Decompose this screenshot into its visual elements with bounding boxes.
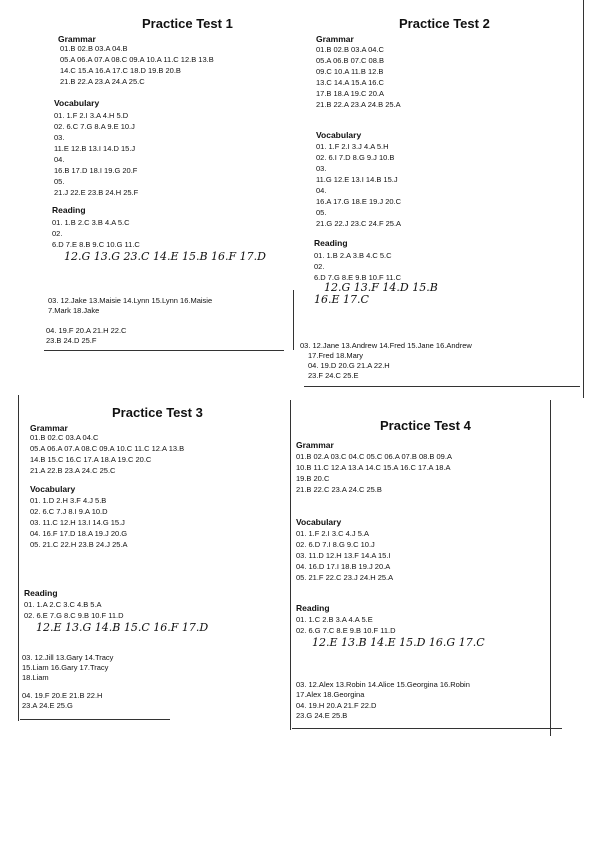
test-3-reading-handwriting: 12.E 13.G 14.B 15.C 16.F 17.D [36, 621, 209, 634]
test-1-reading-line: 02. [52, 229, 63, 238]
test-4-reading-line: 01. 1.C 2.B 3.A 4.A 5.E [296, 615, 373, 624]
test-2-vocab-line: 05. [316, 208, 327, 217]
test-1-part3-line: 03. 12.Jake 13.Maisie 14.Lynn 15.Lynn 16.Maisie [48, 296, 213, 305]
test-4-left-edge [290, 400, 291, 730]
test-2-grammar-heading: Grammar [316, 34, 354, 44]
test-4-grammar-line: 01.B 02.A 03.C 04.C 05.C 06.A 07.B 08.B 09.A [296, 452, 452, 461]
test-2-vocab-line: 11.G 12.E 13.I 14.B 15.J [316, 175, 398, 184]
test-2-vocab-line: 04. [316, 186, 327, 195]
test-2-grammar-line: 13.C 14.A 15.A 16.C [316, 78, 384, 87]
test-2-vocab-line: 01. 1.F 2.I 3.J 4.A 5.H [316, 142, 389, 151]
test-2-vocab-line: 02. 6.I 7.D 8.G 9.J 10.B [316, 153, 395, 162]
test-4-bottom-rule [292, 728, 562, 729]
test-1-reading-heading: Reading [52, 205, 86, 215]
test-4-vocab-heading: Vocabulary [296, 517, 342, 527]
test-2-vocab-heading: Vocabulary [316, 130, 362, 140]
test-3-part3-line: 03. 12.Jill 13.Gary 14.Tracy [22, 653, 114, 662]
test-4-vocab-line: 02. 6.D 7.I 8.G 9.C 10.J [296, 540, 375, 549]
test-1-reading-line: 01. 1.B 2.C 3.B 4.A 5.C [52, 218, 130, 227]
test-1-reading-handwriting: 12.G 13.G 23.C 14.E 15.B 16.F 17.D [64, 250, 266, 263]
test-1-part4-line: 23.B 24.D 25.F [46, 336, 97, 345]
test-1-grammar-line: 21.B 22.A 23.A 24.A 25.C [60, 77, 145, 86]
test-2-bottom-rule [304, 386, 580, 387]
test-3-part3-line: 15.Liam 16.Gary 17.Tracy [22, 663, 109, 672]
test-2-part4-line: 04. 19.D 20.G 21.A 22.H [308, 361, 390, 370]
test-2-reading-heading: Reading [314, 238, 348, 248]
test-3-title: Practice Test 3 [112, 405, 203, 420]
practice-test-2 [300, 0, 600, 400]
test-4-grammar-line: 21.B 22.C 23.A 24.C 25.B [296, 485, 382, 494]
test-1-vocab-line: 03. [54, 133, 65, 142]
test-4-part3-line: 03. 12.Alex 13.Robin 14.Alice 15.Georgina 16.Robin [296, 680, 470, 689]
test-1-grammar-line: 05.A 06.A 07.A 08.C 09.A 10.A 11.C 12.B 13.B [60, 55, 214, 64]
test-3-part4-line: 04. 19.F 20.E 21.B 22.H [22, 691, 103, 700]
test-2-reading-handwriting: 16.E 17.C [314, 293, 369, 306]
test-4-reading-heading: Reading [296, 603, 330, 613]
test-2-reading-line: 6.D 7.G 8.E 9.B 10.F 11.C [314, 273, 401, 282]
test-3-vocab-line: 05. 21.C 22.H 23.B 24.J 25.A [30, 540, 128, 549]
test-3-grammar-line: 01.B 02.C 03.A 04.C [30, 433, 99, 442]
test-1-vocab-line: 21.J 22.E 23.B 24.H 25.F [54, 188, 139, 197]
test-2-grammar-line: 05.A 06.B 07.C 08.B [316, 56, 384, 65]
test-3-reading-line: 02. 6.E 7.G 8.C 9.B 10.F 11.D [24, 611, 124, 620]
test-1-vocab-line: 01. 1.F 2.I 3.A 4.H 5.D [54, 111, 129, 120]
test-3-left-edge [18, 395, 19, 721]
test-4-right-edge [550, 400, 551, 736]
test-3-vocab-heading: Vocabulary [30, 484, 76, 494]
test-3-grammar-heading: Grammar [30, 423, 68, 433]
test-4-title: Practice Test 4 [380, 418, 471, 433]
test-3-grammar-line: 05.A 06.A 07.A 08.C 09.A 10.C 11.C 12.A 13.B [30, 444, 185, 453]
test-2-right-edge [583, 0, 584, 398]
test-2-reading-handwriting: 12.G 13.F 14.D 15.B [324, 281, 438, 294]
test-2-grammar-line: 01.B 02.B 03.A 04.C [316, 45, 384, 54]
test-1-right-edge [293, 290, 294, 350]
test-3-reading-line: 01. 1.A 2.C 3.C 4.B 5.A [24, 600, 102, 609]
test-2-vocab-line: 21.G 22.J 23.C 24.F 25.A [316, 219, 402, 228]
test-1-vocab-heading: Vocabulary [54, 98, 100, 108]
practice-test-3 [0, 395, 300, 745]
test-3-bottom-rule [20, 719, 170, 720]
test-1-grammar-line: 01.B 02.B 03.A 04.B [60, 44, 128, 53]
test-1-reading-line: 6.D 7.E 8.B 9.C 10.G 11.C [52, 240, 140, 249]
test-2-vocab-line: 03. [316, 164, 327, 173]
test-1-vocab-line: 05. [54, 177, 65, 186]
test-4-vocab-line: 04. 16.D 17.I 18.B 19.J 20.A [296, 562, 391, 571]
test-3-grammar-line: 21.A 22.B 23.A 24.C 25.C [30, 466, 116, 475]
test-2-reading-line: 02. [314, 262, 325, 271]
test-1-part3-line: 7.Mark 18.Jake [48, 306, 100, 315]
practice-test-1 [0, 0, 300, 360]
test-4-grammar-line: 19.B 20.C [296, 474, 330, 483]
test-2-reading-line: 01. 1.B 2.A 3.B 4.C 5.C [314, 251, 392, 260]
test-4-grammar-heading: Grammar [296, 440, 334, 450]
test-1-part4-line: 04. 19.F 20.A 21.H 22.C [46, 326, 127, 335]
test-3-vocab-line: 01. 1.D 2.H 3.F 4.J 5.B [30, 496, 107, 505]
test-4-vocab-line: 01. 1.F 2.I 3.C 4.J 5.A [296, 529, 369, 538]
test-1-vocab-line: 02. 6.C 7.G 8.A 9.E 10.J [54, 122, 135, 131]
test-1-grammar-line: 14.C 15.A 16.A 17.C 18.D 19.B 20.B [60, 66, 181, 75]
test-4-part3-line: 17.Alex 18.Georgina [296, 690, 365, 699]
test-4-part4-line: 04. 19.H 20.A 21.F 22.D [296, 701, 377, 710]
test-2-grammar-line: 17.B 18.A 19.C 20.A [316, 89, 384, 98]
test-3-reading-heading: Reading [24, 588, 58, 598]
test-2-grammar-line: 21.B 22.A 23.A 24.B 25.A [316, 100, 401, 109]
test-2-part3-line: 03. 12.Jane 13.Andrew 14.Fred 15.Jane 16.Andrew [300, 341, 472, 350]
test-3-vocab-line: 03. 11.C 12.H 13.I 14.G 15.J [30, 518, 125, 527]
test-1-vocab-line: 11.E 12.B 13.I 14.D 15.J [54, 144, 136, 153]
test-1-title: Practice Test 1 [142, 16, 233, 31]
test-2-part3-line: 17.Fred 18.Mary [308, 351, 364, 360]
test-4-reading-line: 02. 6.G 7.C 8.E 9.B 10.F 11.D [296, 626, 396, 635]
practice-test-4 [290, 400, 600, 750]
test-1-vocab-line: 04. [54, 155, 65, 164]
test-3-part4-line: 23.A 24.E 25.G [22, 701, 73, 710]
test-1-grammar-heading: Grammar [58, 34, 96, 44]
test-4-reading-handwriting: 12.E 13.B 14.E 15.D 16.G 17.C [312, 636, 485, 649]
test-2-title: Practice Test 2 [399, 16, 490, 31]
test-3-vocab-line: 02. 6.C 7.J 8.I 9.A 10.D [30, 507, 108, 516]
test-2-vocab-line: 16.A 17.G 18.E 19.J 20.C [316, 197, 402, 206]
test-2-grammar-line: 09.C 10.A 11.B 12.B [316, 67, 384, 76]
test-3-grammar-line: 14.B 15.C 16.C 17.A 18.A 19.C 20.C [30, 455, 152, 464]
test-4-part4-line: 23.G 24.E 25.B [296, 711, 348, 720]
test-1-bottom-rule [44, 350, 284, 351]
test-2-part4-line: 23.F 24.C 25.E [308, 371, 359, 380]
test-4-grammar-line: 10.B 11.C 12.A 13.A 14.C 15.A 16.C 17.A 18.A [296, 463, 451, 472]
test-4-vocab-line: 03. 11.D 12.H 13.F 14.A 15.I [296, 551, 391, 560]
test-3-part3-line: 18.Liam [22, 673, 49, 682]
test-3-vocab-line: 04. 16.F 17.D 18.A 19.J 20.G [30, 529, 128, 538]
test-4-vocab-line: 05. 21.F 22.C 23.J 24.H 25.A [296, 573, 394, 582]
test-1-vocab-line: 16.B 17.D 18.I 19.G 20.F [54, 166, 138, 175]
